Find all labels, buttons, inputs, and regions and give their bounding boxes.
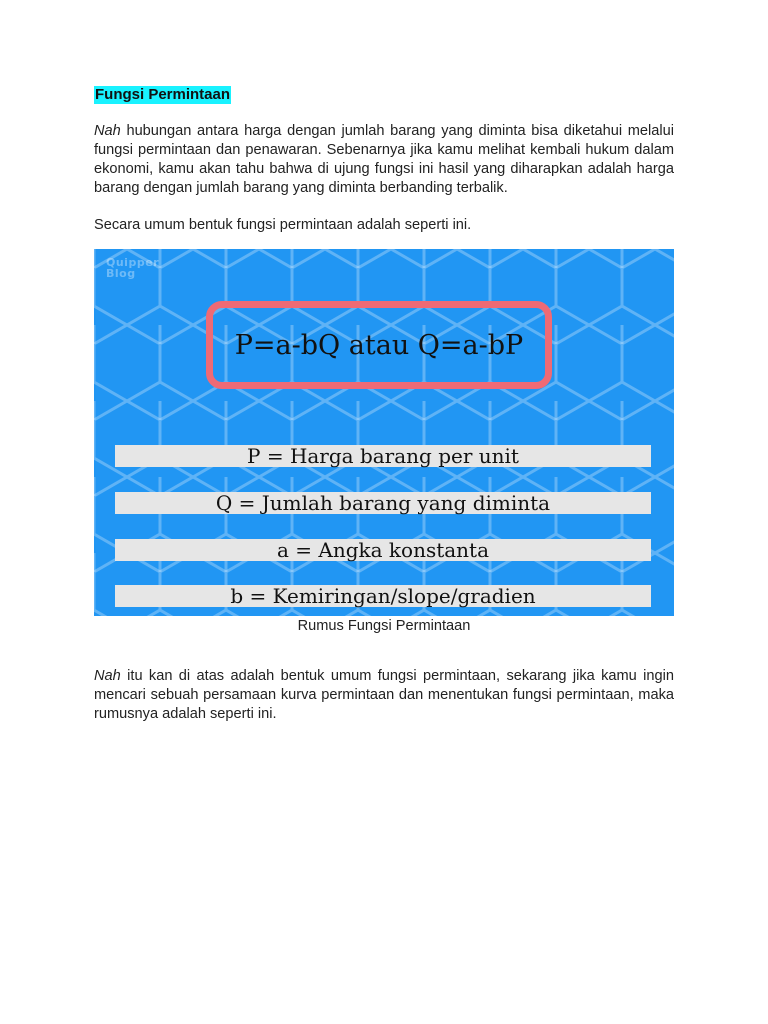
definition-b: b = Kemiringan/slope/gradien: [115, 585, 651, 607]
formula-figure: [94, 249, 674, 616]
section-heading: Fungsi Permintaan: [95, 86, 231, 103]
formula-box: P=a-bQ atau Q=a-bP: [206, 301, 552, 389]
paragraph-closing-text: itu kan di atas adalah bentuk umum fungsi permintaan, sekarang jika kamu ingin mencari sebuah persamaan kurva permintaan dan menentukan fungsi permintaan, maka rumusnya adalah seperti ini.: [94, 668, 674, 722]
paragraph-general-form: Secara umum bentuk fungsi permintaan adalah seperti ini.: [94, 217, 472, 233]
logo-line-1: Quipper: [106, 256, 160, 269]
paragraph-intro-lead: Nah: [94, 123, 121, 139]
paragraph-closing: [94, 667, 674, 724]
logo-line-2: Blog: [106, 267, 136, 280]
document-page: [94, 86, 674, 724]
definition-q: Q = Jumlah barang yang diminta: [115, 492, 651, 514]
quipper-logo: [106, 257, 159, 279]
definition-p: P = Harga barang per unit: [115, 445, 651, 467]
figure-caption: Rumus Fungsi Permintaan: [297, 618, 471, 634]
paragraph-intro: [94, 122, 674, 198]
paragraph-closing-lead: Nah: [94, 668, 121, 684]
paragraph-intro-text: hubungan antara harga dengan jumlah barang yang diminta bisa diketahui melalui fungsi permintaan dan penawaran. Sebenarnya jika kamu melihat kembali hukum dalam ekonomi, kamu akan tahu bahwa di ujung fungsi ini hasil yang diharapkan adalah harga barang dengan jumlah barang yang diminta berbanding terbalik.: [94, 123, 674, 196]
definition-a: a = Angka konstanta: [115, 539, 651, 561]
